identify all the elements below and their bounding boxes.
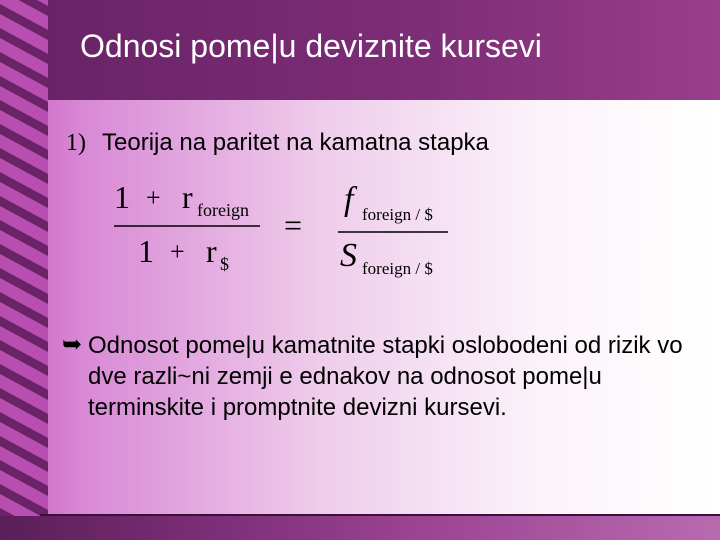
- right-numerator-sub: foreign / $: [362, 205, 433, 224]
- bottom-bar: [0, 516, 720, 540]
- left-denominator-one: 1: [138, 233, 154, 269]
- left-denominator-plus: +: [170, 237, 185, 266]
- right-denominator-sub: foreign / $: [362, 259, 433, 278]
- left-numerator-one: 1: [114, 179, 130, 215]
- bullet-text: Odnosot pome|u kamatnite stapki oslobodeni od rizik vo dve razli~ni zemji e ednakov na odnosot pome|u terminskite i promptnite devizni kursevi.: [88, 332, 683, 421]
- decorative-stripes: [0, 0, 48, 540]
- left-numerator-sub: foreign: [197, 200, 249, 220]
- curved-arrow-icon: ➥: [62, 331, 83, 358]
- list-item-number: 1): [66, 130, 86, 156]
- interest-parity-formula: [100, 170, 460, 290]
- left-denominator-r: r: [206, 233, 217, 269]
- slide-title: Odnosi pome|u deviznite kursevi: [80, 28, 542, 64]
- equals-sign: =: [284, 207, 303, 243]
- list-item-text: Teorija na paritet na kamatna stapka: [102, 129, 489, 156]
- right-denominator-var: S: [340, 237, 357, 274]
- left-numerator-r: r: [182, 179, 193, 215]
- left-denominator-sub: $: [220, 254, 229, 274]
- right-numerator-var: f: [344, 181, 354, 218]
- left-numerator-plus: +: [146, 183, 161, 212]
